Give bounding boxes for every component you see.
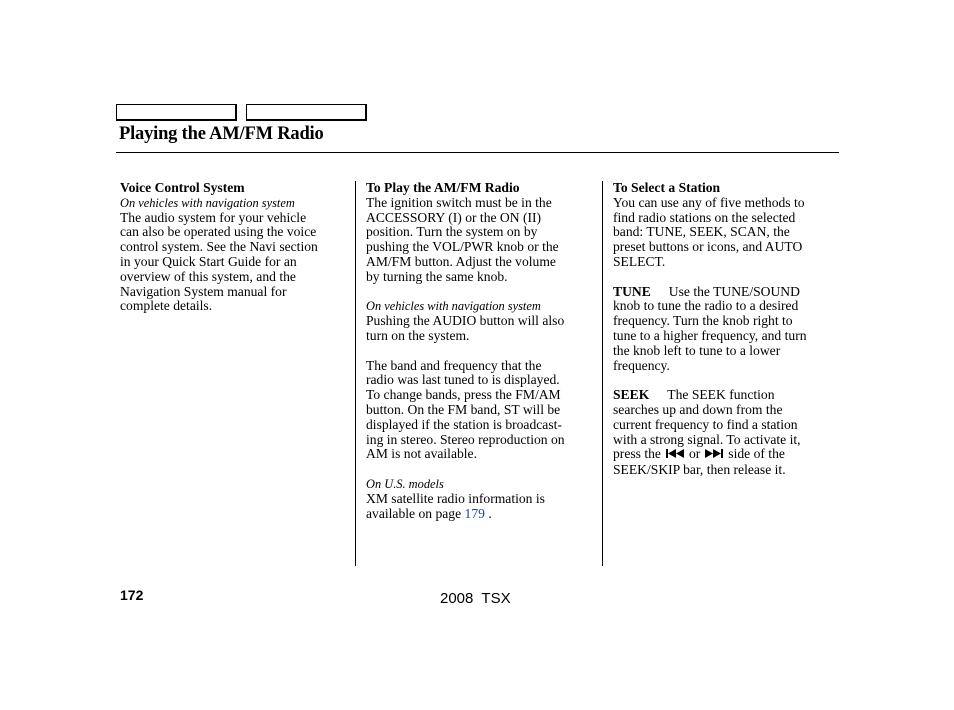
tune-label: TUNE [613,283,651,299]
text-line: ACCESSORY (I) or the ON (II) [366,209,542,225]
text-line: Pushing the AUDIO button will also [366,313,565,329]
text-line: frequency. Turn the knob right to [613,313,793,329]
text-line: preset buttons or icons, and AUTO [613,239,803,255]
text-line: radio was last tuned to is displayed. [366,372,560,388]
page-title: Playing the AM/FM Radio [119,124,324,144]
text-line: SELECT. [613,253,666,269]
text-line: SEEK/SKIP bar, then release it. [613,462,786,478]
play-radio-heading: To Play the AM/FM Radio [366,180,520,195]
text-line: The band and frequency that the [366,357,542,373]
text-line [366,507,598,522]
text-line: displayed if the station is broadcast- [366,416,562,432]
text-line: control system. See the Navi section [120,239,318,255]
text-line: band: TUNE, SEEK, SCAN, the [613,224,790,240]
text-line: The ignition switch must be in the [366,194,552,210]
seek-side-text: side of the [728,446,785,462]
text-line: Navigation System manual for [120,283,287,299]
text-line: ing in stereo. Stereo reproduction on [366,431,565,447]
text-line: searches up and down from the [613,401,783,417]
page-179-link[interactable]: 179 [464,505,485,521]
tune-paragraph-first [613,285,843,300]
text-line: tune to a higher frequency, and turn [613,327,807,343]
voice-control-heading: Voice Control System [120,180,245,195]
seek-first-text: The SEEK function [667,387,775,403]
navigation-note: On vehicles with navigation system [366,299,541,314]
page-ref-suffix: . [488,505,492,521]
column-voice-control [120,181,350,314]
text-line: frequency. [613,357,670,373]
column-divider-2 [602,181,603,566]
text-line: To change bands, press the FM/AM [366,387,561,403]
seek-or-text: or [688,446,701,462]
nav-tab-2[interactable] [246,104,367,121]
seek-paragraph-first [613,388,843,403]
text-line: with a strong signal. To activate it, [613,431,801,447]
us-models-note: On U.S. models [366,476,444,491]
seek-press-text: press the [613,446,661,462]
text-line: knob to tune the radio to a desired [613,298,799,314]
text-line: current frequency to find a station [613,416,798,432]
text-line: find radio stations on the selected [613,209,796,225]
tune-first-text: Use the TUNE/SOUND [668,283,800,299]
text-line: complete details. [120,298,213,314]
footer-model: 2008 TSX [440,590,511,607]
text-line: position. Turn the system on by [366,224,538,240]
text-line: The audio system for your vehicle [120,209,307,225]
text-line: AM/FM button. Adjust the volume [366,253,556,269]
column-divider-1 [355,181,356,566]
nav-tab-1[interactable] [116,104,237,121]
text-line: XM satellite radio information is [366,490,545,506]
text-line: AM is not available. [366,446,477,462]
text-line: turn on the system. [366,327,470,343]
title-rule [116,152,839,153]
text-line: button. On the FM band, ST will be [366,401,561,417]
skip-forward-icon [704,448,724,463]
text-line: by turning the same knob. [366,268,508,284]
text-line: the knob left to tune to a lower [613,342,781,358]
column-select-station [613,181,843,478]
text-line: overview of this system, and the [120,268,296,284]
text-line: in your Quick Start Guide for an [120,253,297,269]
seek-press-line [613,447,843,463]
column-play-radio [366,181,598,521]
select-station-heading: To Select a Station [613,180,721,195]
text-line: You can use any of five methods to [613,194,805,210]
skip-back-icon [665,448,685,463]
text-line: can also be operated using the voice [120,224,317,240]
seek-label: SEEK [613,387,650,403]
page-number: 172 [120,587,144,603]
text-line: pushing the VOL/PWR knob or the [366,239,559,255]
page-ref-prefix: available on page [366,505,462,521]
navigation-note: On vehicles with navigation system [120,195,295,210]
